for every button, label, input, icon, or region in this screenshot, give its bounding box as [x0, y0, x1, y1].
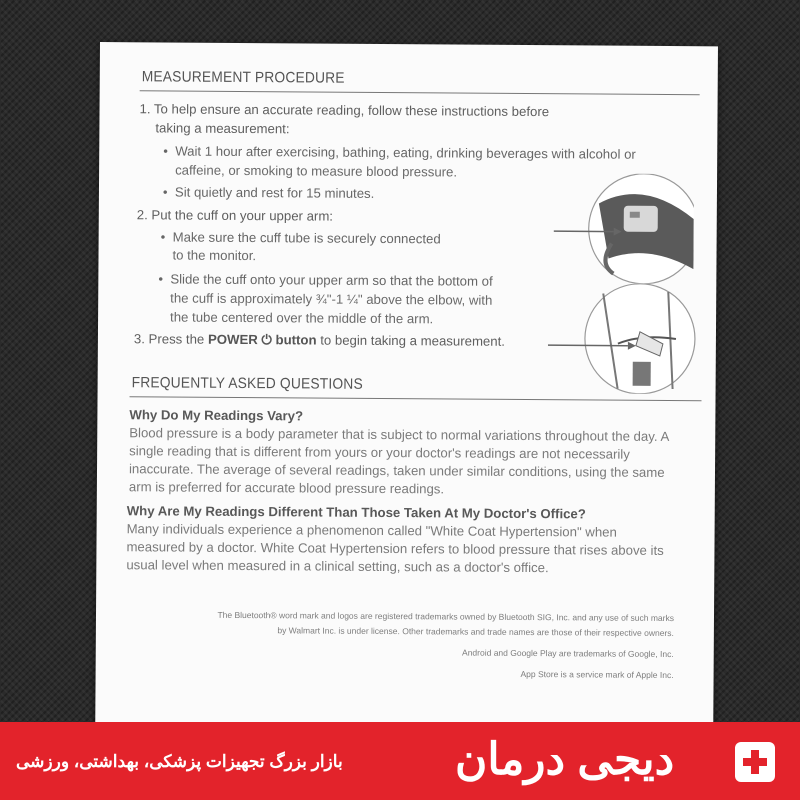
bullet-sit: • Sit quietly and rest for 15 minutes. [175, 184, 375, 203]
faq-answer-1: Blood pressure is a body parameter that is subject to normal variations throughout the day. A single reading that is different from yours or your doctor's readings are not necessarily inaccurate. The average of several readings, taken under similar conditions, using the same arm is preferred for accurate blood pressure readings. [128, 425, 669, 497]
step-3-post: to begin taking a measurement. [316, 332, 506, 349]
faq-answer-2: Many individuals experience a phenomenon called "White Coat Hypertension" when measured by a doctor. White Coat Hypertension refers to blood pressure that rises above its usual level when measured in a clinical setting, such as a doctor's office. [126, 521, 664, 576]
banner-brand: دیجی درمان [455, 735, 675, 784]
procedure-heading: MEASUREMENT PROCEDURE [141, 68, 345, 87]
fineprint-line-1: The Bluetooth® word mark and logos are registered trademarks owned by Bluetooth SIG, Inc. and any use of such marks [217, 609, 675, 624]
fineprint-line-3: Android and Google Play are trademarks of Google, Inc. [462, 647, 674, 660]
bullet-slide-line2: the cuff is approximately ¾"-1 ¼" above the elbow, with [170, 290, 493, 308]
fineprint-line-2: by Walmart Inc. is under license. Other trademarks and trade names are those of their respective owners. [277, 625, 674, 639]
step-2: 2. Put the cuff on your upper arm: [136, 207, 334, 224]
fineprint [194, 609, 674, 681]
bullet-tube-line2: to the monitor. [172, 247, 257, 264]
step-3 [134, 330, 505, 351]
step-3-pre: 3. Press the [133, 331, 209, 347]
bullet-wait-line2: caffeine, or smoking to measure blood pressure. [175, 162, 458, 180]
cuff-illustration [553, 173, 694, 284]
fineprint-line-4: App Store is a service mark of Apple Inc. [520, 668, 674, 681]
bullet-tube-line1: • Make sure the cuff tube is securely connected [173, 229, 441, 249]
store-banner [0, 722, 800, 800]
arm-cuff-illustration [548, 283, 699, 394]
procedure-rule [140, 90, 700, 95]
faq-question-2: Why Are My Readings Different Than Those Taken At My Doctor's Office? [126, 503, 586, 522]
bullet-slide-line3: the tube centered over the middle of the arm. [170, 309, 434, 327]
step-1-continued: taking a measurement: [155, 120, 290, 137]
step-3-power: POWER ⏻ button [207, 331, 317, 348]
step-1: 1. To help ensure an accurate reading, follow these instructions before [139, 101, 550, 120]
plus-logo-icon [735, 742, 775, 782]
bullet-slide-line1: • Slide the cuff onto your upper arm so that the bottom of [170, 270, 492, 290]
bullet-wait-line1: • Wait 1 hour after exercising, bathing, eating, drinking beverages with alcohol or [175, 143, 636, 164]
instruction-sheet [95, 42, 718, 726]
faq-rule [130, 396, 702, 401]
faq-question-1: Why Do My Readings Vary? [129, 407, 304, 424]
banner-tagline: بازار بزرگ تجهیزات پزشکی، بهداشتی، ورزشی [16, 752, 343, 771]
faq-heading: FREQUENTLY ASKED QUESTIONS [131, 374, 363, 393]
